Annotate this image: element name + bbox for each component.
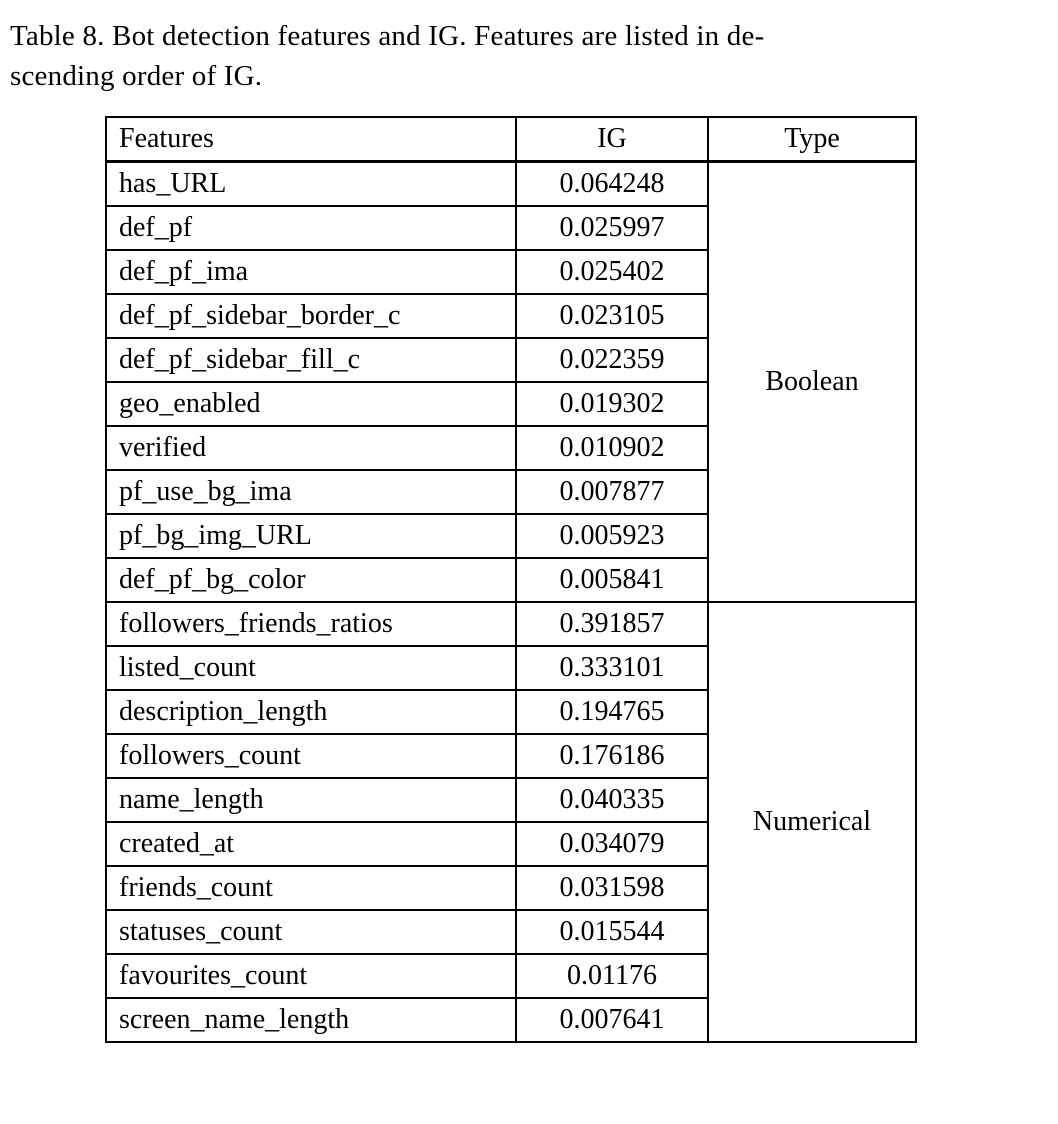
header-ig: IG <box>516 117 708 162</box>
feature-name: friends_count <box>106 866 516 910</box>
ig-value: 0.007641 <box>516 998 708 1042</box>
feature-name: screen_name_length <box>106 998 516 1042</box>
feature-name: geo_enabled <box>106 382 516 426</box>
ig-value: 0.031598 <box>516 866 708 910</box>
table-row <box>106 162 916 207</box>
ig-value: 0.019302 <box>516 382 708 426</box>
feature-name: name_length <box>106 778 516 822</box>
ig-value: 0.025402 <box>516 250 708 294</box>
type-label: Boolean <box>708 162 916 603</box>
header-type: Type <box>708 117 916 162</box>
ig-value: 0.015544 <box>516 910 708 954</box>
table-header-row <box>106 117 916 162</box>
feature-name: followers_friends_ratios <box>106 602 516 646</box>
feature-name: pf_use_bg_ima <box>106 470 516 514</box>
feature-name: def_pf_bg_color <box>106 558 516 602</box>
feature-name: statuses_count <box>106 910 516 954</box>
feature-name: favourites_count <box>106 954 516 998</box>
feature-name: listed_count <box>106 646 516 690</box>
table-caption <box>0 0 1058 96</box>
caption-line-2: scending order of IG. <box>10 60 263 93</box>
ig-value: 0.023105 <box>516 294 708 338</box>
table-body <box>106 162 916 1043</box>
ig-value: 0.034079 <box>516 822 708 866</box>
ig-value: 0.007877 <box>516 470 708 514</box>
ig-value: 0.010902 <box>516 426 708 470</box>
caption-line-1: Table 8. Bot detection features and IG. Features are listed in de- <box>10 20 765 52</box>
ig-value: 0.022359 <box>516 338 708 382</box>
feature-name: def_pf_sidebar_fill_c <box>106 338 516 382</box>
feature-name: has_URL <box>106 162 516 207</box>
feature-name: def_pf <box>106 206 516 250</box>
feature-name: def_pf_ima <box>106 250 516 294</box>
feature-name: followers_count <box>106 734 516 778</box>
ig-value: 0.391857 <box>516 602 708 646</box>
ig-value: 0.040335 <box>516 778 708 822</box>
ig-value: 0.333101 <box>516 646 708 690</box>
ig-value: 0.01176 <box>516 954 708 998</box>
feature-name: created_at <box>106 822 516 866</box>
feature-name: verified <box>106 426 516 470</box>
feature-name: pf_bg_img_URL <box>106 514 516 558</box>
ig-value: 0.025997 <box>516 206 708 250</box>
ig-value: 0.005923 <box>516 514 708 558</box>
feature-name: def_pf_sidebar_border_c <box>106 294 516 338</box>
type-label: Numerical <box>708 602 916 1042</box>
ig-value: 0.064248 <box>516 162 708 207</box>
table-row <box>106 602 916 646</box>
ig-value: 0.005841 <box>516 558 708 602</box>
feature-name: description_length <box>106 690 516 734</box>
features-ig-table <box>105 116 917 1043</box>
ig-value: 0.176186 <box>516 734 708 778</box>
header-features: Features <box>106 117 516 162</box>
ig-value: 0.194765 <box>516 690 708 734</box>
